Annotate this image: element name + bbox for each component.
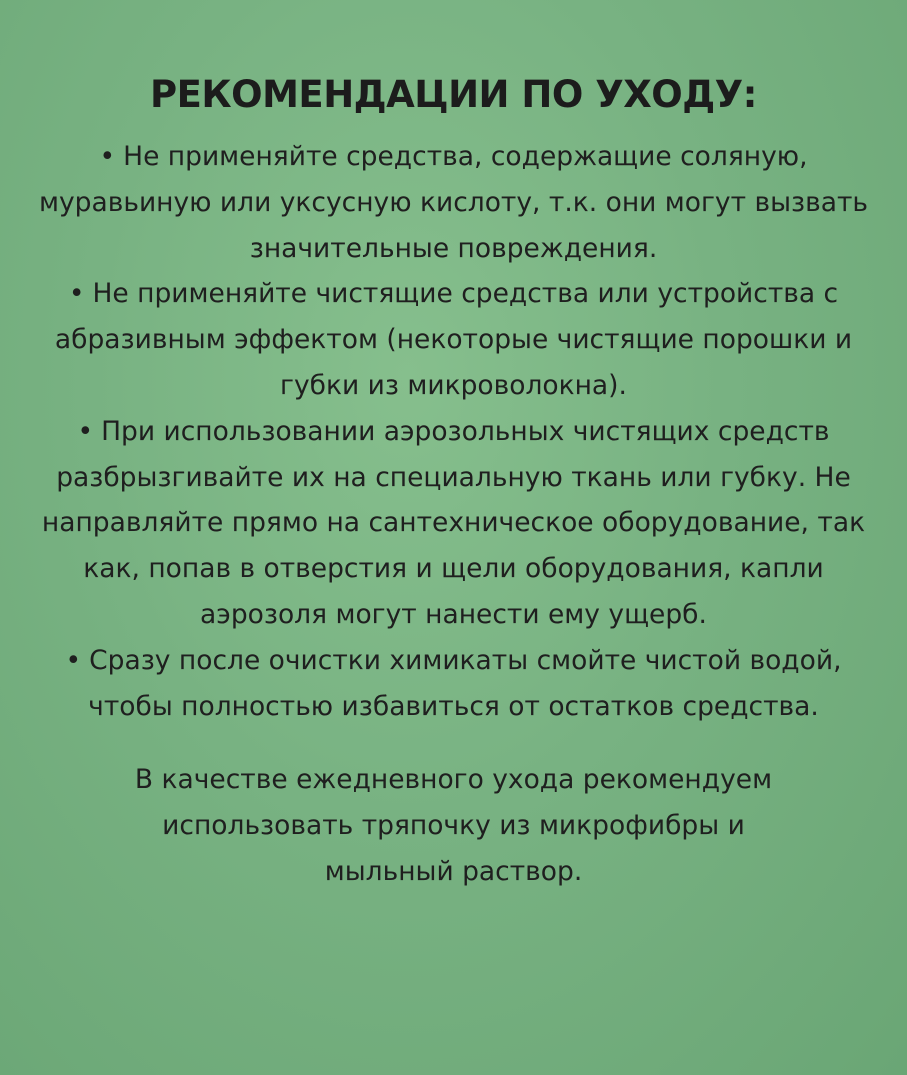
recommendations-list	[28, 134, 879, 729]
list-item	[28, 134, 879, 271]
daily-care-note: В качестве ежедневного ухода рекомендуем использовать тряпочку из микрофибры и мыльный раствор.	[134, 764, 773, 887]
list-item-text: Не применяйте средства, содержащие соляную, муравьиную или уксусную кислоту, т.к. они могут вызвать значительные повреждения.	[38, 141, 869, 264]
bullet-icon: •	[77, 415, 94, 447]
list-item-text: Сразу после очистки химикаты смойте чистой водой, чтобы полностью избавиться от остатков средства.	[88, 644, 842, 722]
bullet-icon: •	[99, 141, 116, 172]
bullet-icon: •	[68, 278, 85, 310]
list-item	[28, 271, 879, 408]
list-item-text: Не применяйте чистящие средства или устройства с абразивным эффектом (некоторые чистящие порошки и губки из микроволокна).	[54, 278, 853, 401]
bullet-icon: •	[65, 644, 82, 676]
page-title: РЕКОМЕНДАЦИИ ПО УХОДУ:	[150, 73, 757, 116]
list-item	[28, 409, 879, 638]
list-item-text: При использовании аэрозольных чистящих средств разбрызгивайте их на специальную ткань или губку. Не направляйте прямо на сантехническое оборудование, так как, попав в отверстия и щели оборудования, капли аэрозоля могут нанести ему ущерб.	[41, 415, 866, 630]
list-item	[28, 638, 879, 730]
